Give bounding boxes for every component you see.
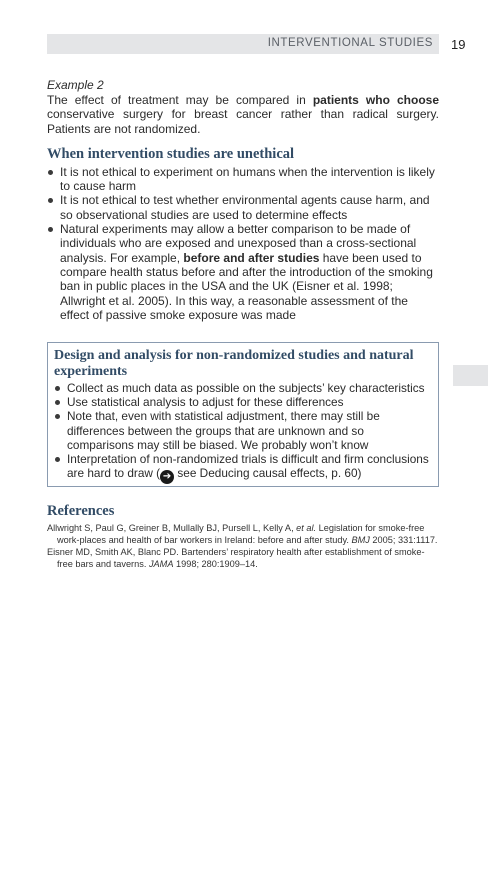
list-item — [47, 165, 439, 194]
design-box-heading: Design and analysis for non-randomized studies and natural experiments — [54, 348, 414, 379]
bullet-icon — [55, 400, 60, 405]
ref-text: Legislation for smoke-free work-places and health of bar workers in Ireland: before and after study. — [57, 523, 425, 545]
list-item-text: It is not ethical to test whether environmental agents cause harm, and so observational studies are used to determine effects — [60, 193, 430, 222]
list-item — [54, 452, 432, 484]
reference-entry — [47, 547, 439, 570]
example-label: Example 2 — [47, 78, 104, 92]
design-analysis-box — [47, 342, 439, 487]
bullet-icon — [48, 170, 53, 175]
cross-reference-link[interactable]: see Deducing causal effects, p. 60) — [174, 466, 362, 481]
list-item-text: Collect as much data as possible on the subjects’ key characteristics — [67, 381, 425, 395]
example-text-after: conservative surgery for breast cancer rather than radical surgery. Patients are not randomized. — [47, 107, 439, 136]
bullet-icon — [48, 198, 53, 203]
main-content — [47, 78, 439, 322]
list-item-text: It is not ethical to experiment on humans when the intervention is likely to cause harm — [60, 164, 435, 194]
bullet-icon — [55, 386, 60, 391]
running-header — [47, 34, 439, 54]
list-item — [54, 409, 432, 452]
bullet-icon — [55, 414, 60, 419]
list-item — [47, 222, 439, 322]
design-box-list — [54, 381, 432, 484]
chapter-thumb-tab — [453, 365, 488, 386]
ref-text: Eisner MD, Smith AK, Blanc PD. Bartenders’ respiratory health after establishment of smoke-free bars and taverns. — [47, 547, 425, 569]
references-heading: References — [47, 503, 115, 519]
bullet-icon — [55, 457, 60, 462]
bullet-icon — [48, 227, 53, 232]
list-item-text: Use statistical analysis to adjust for these differences — [67, 395, 344, 410]
list-item-text: Interpretation of non-randomized trials is difficult and firm conclusions are hard to draw ( — [67, 452, 429, 481]
cross-reference-arrow-icon: ➔ — [160, 470, 174, 484]
list-item-text: Note that, even with statistical adjustment, there may still be differences between the groups that are unknown and so comparisons may still be biased. We probably won’t know — [67, 409, 380, 452]
example-text-before: The effect of treatment may be compared in — [47, 93, 313, 107]
example-bold-term: patients who choose — [312, 93, 439, 107]
example-paragraph — [47, 93, 439, 136]
running-header-title: INTERVENTIONAL STUDIES — [267, 37, 433, 49]
natural-text-before: Natural experiments may allow a better comparison to be made of individuals who are exposed and unexposed than a cross-sectional analysis. For example, — [60, 222, 417, 265]
ref-text: Allwright S, Paul G, Greiner B, Mullally BJ, Pursell L, Kelly A, — [47, 523, 297, 533]
natural-text-after: have been used to compare health status before and after the introduction of the smoking ban in public places in the USA and the UK (Eisner et al. 1998; Allwright et al. 2005). In this way, a reasonable assessment of the effect of passive smoke exposure was made — [60, 250, 433, 322]
unethical-heading: When intervention studies are unethical — [47, 145, 295, 162]
natural-bold-term: before and after studies — [183, 250, 320, 265]
unethical-list — [47, 165, 439, 322]
ref-etal: et al. — [296, 523, 317, 533]
list-item — [54, 395, 432, 409]
ref-text: 2005; 331:1117. — [369, 534, 438, 545]
ref-journal: JAMA — [148, 558, 174, 569]
list-item — [47, 193, 439, 222]
references-section — [47, 503, 439, 571]
page-number: 19 — [451, 37, 466, 52]
ref-journal: BMJ — [351, 534, 370, 545]
reference-entry — [47, 523, 439, 546]
list-item — [54, 381, 432, 395]
ref-text: 1998; 280:1909–14. — [173, 558, 258, 569]
